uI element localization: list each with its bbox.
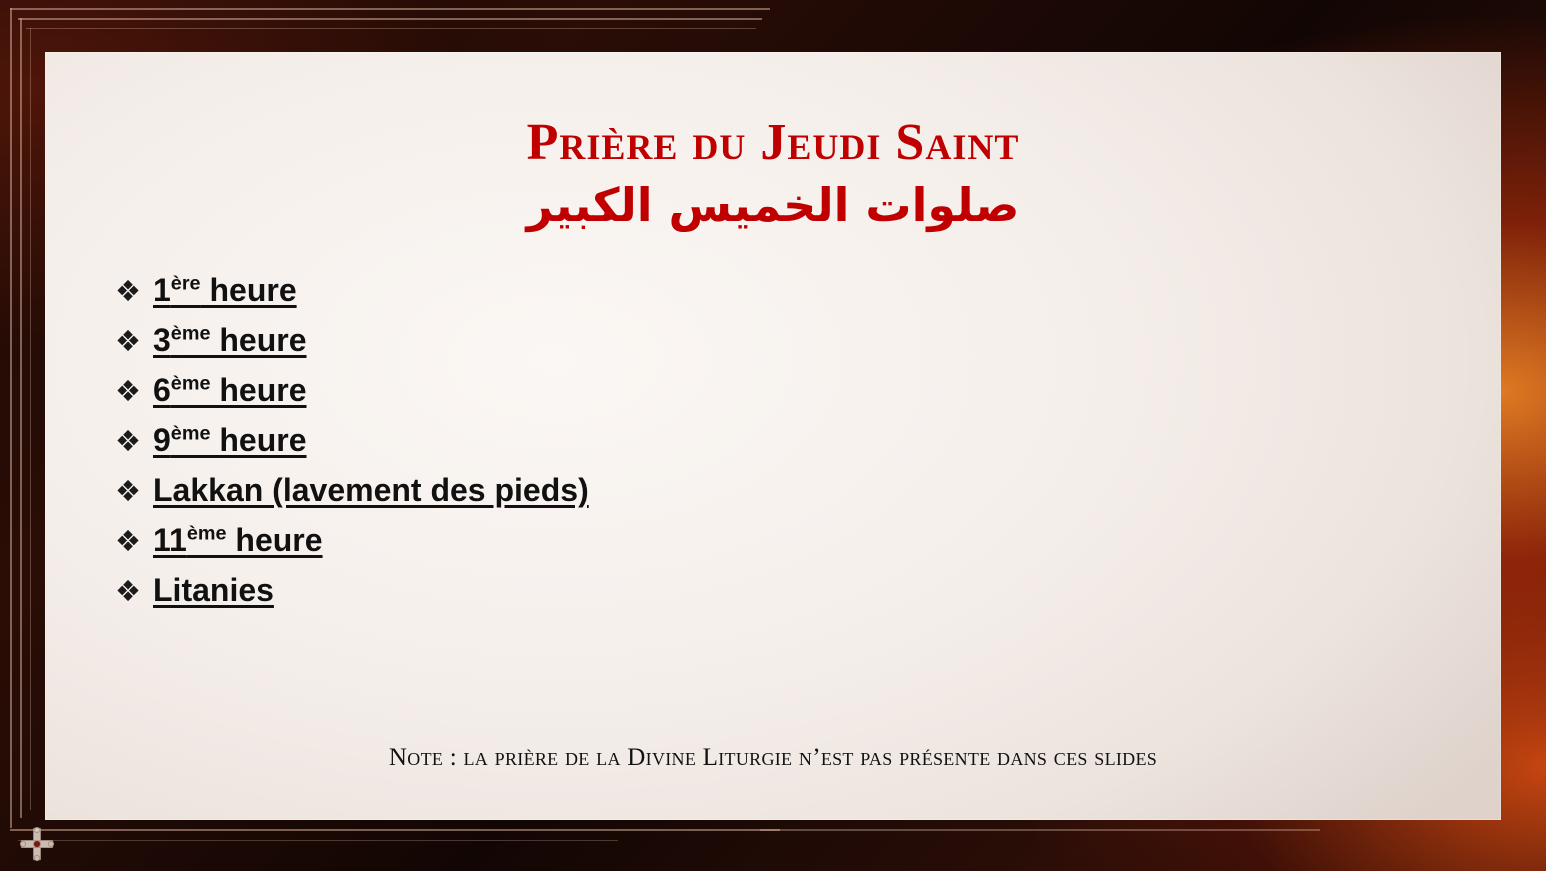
list-item-prefix: 6 (153, 372, 171, 409)
list-item[interactable] (115, 422, 1501, 459)
list-item-suffix: heure (226, 522, 323, 559)
list-item-sup: ème (170, 322, 211, 345)
page-title-french: Prière du Jeudi Saint (526, 114, 1020, 171)
slide-content-card (45, 52, 1501, 820)
hours-list (45, 272, 1501, 609)
diamond-bullet-icon: ❖ (115, 424, 141, 459)
frame-line-left-3 (30, 28, 31, 810)
list-item-suffix: heure (210, 372, 307, 409)
list-item[interactable] (115, 272, 1501, 309)
frame-line-left-2 (20, 18, 22, 818)
list-item-prefix: 3 (153, 322, 171, 359)
list-item-label-7[interactable] (153, 572, 274, 609)
diamond-bullet-icon: ❖ (115, 524, 141, 559)
footer-note: Note : la prière de la Divine Liturgie n’est pas présente dans ces slides (388, 744, 1158, 771)
list-item-sup: ère (170, 272, 201, 295)
list-item-suffix: heure (200, 272, 297, 309)
frame-line-left-1 (10, 8, 12, 828)
list-item[interactable] (115, 572, 1501, 609)
list-item-sup: ème (170, 422, 211, 445)
diamond-bullet-icon: ❖ (115, 274, 141, 309)
list-item[interactable] (115, 472, 1501, 509)
list-item-label-6[interactable] (153, 522, 323, 559)
list-item-prefix: 11 (153, 522, 187, 559)
diamond-bullet-icon: ❖ (115, 324, 141, 359)
frame-line-top-2 (18, 18, 762, 20)
list-item-suffix: heure (210, 322, 307, 359)
list-item-prefix: 1 (153, 272, 171, 309)
coptic-cross-icon (16, 823, 58, 865)
list-item-label-2[interactable] (153, 322, 307, 359)
diamond-bullet-icon: ❖ (115, 374, 141, 409)
list-item-label-1[interactable] (153, 272, 297, 309)
frame-line-top-1 (10, 8, 770, 10)
list-item-label-5[interactable] (153, 472, 589, 509)
list-item-label-3[interactable] (153, 372, 307, 409)
page-title-arabic: صلوات الخميس الكبير (526, 177, 1020, 232)
frame-line-bottom-1 (10, 829, 780, 831)
diamond-bullet-icon: ❖ (115, 474, 141, 509)
diamond-bullet-icon: ❖ (115, 574, 141, 609)
list-item-sup: ème (186, 522, 227, 545)
frame-line-bottom-2 (760, 829, 1320, 831)
list-item-prefix: 9 (153, 422, 171, 459)
list-item[interactable] (115, 522, 1501, 559)
list-item-suffix: heure (210, 422, 307, 459)
list-item[interactable] (115, 322, 1501, 359)
list-item-sup: ème (170, 372, 211, 395)
frame-line-top-3 (26, 28, 756, 29)
list-item-label-4[interactable] (153, 422, 307, 459)
frame-line-bottom-3 (18, 840, 618, 841)
list-item[interactable] (115, 372, 1501, 409)
list-item-prefix: Lakkan (lavement des pieds) (153, 472, 589, 509)
list-item-prefix: Litanies (153, 572, 274, 609)
